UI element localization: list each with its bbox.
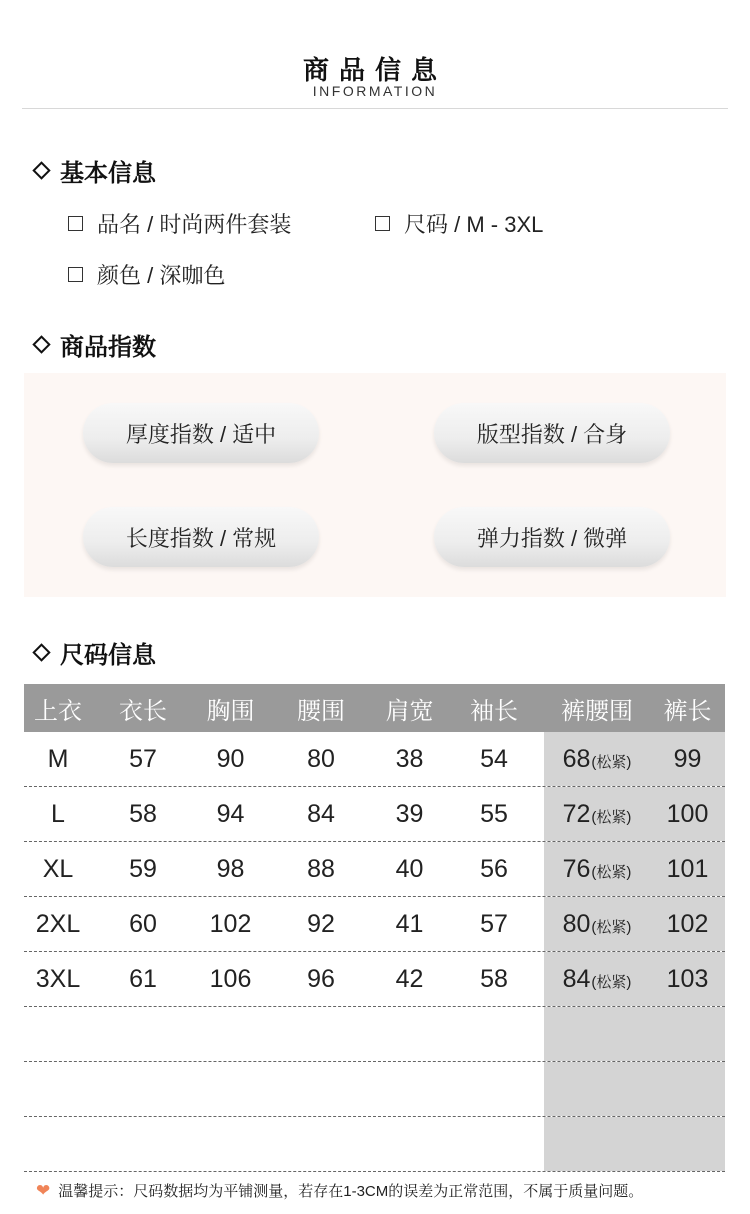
cell-chest: 94 — [216, 799, 245, 828]
cell-shoulder: 39 — [395, 799, 424, 828]
column-header: 袖长 — [470, 697, 518, 725]
cell-shoulder: 41 — [395, 909, 424, 938]
basic-info-heading — [33, 153, 156, 188]
cell-chest: 98 — [216, 854, 245, 883]
table-row-empty — [24, 1062, 725, 1117]
size-info-heading-label: 尺码信息 — [60, 642, 156, 669]
pants-waist-note: (松紧) — [591, 753, 632, 771]
pants-waist-value: 72 — [562, 799, 591, 828]
product-index-heading — [33, 327, 156, 362]
pants-waist-note: (松紧) — [591, 973, 632, 991]
cell-shoulder: 42 — [395, 964, 424, 993]
column-header: 腰围 — [297, 697, 345, 725]
cell-sleeve: 58 — [480, 964, 508, 993]
cell-pants-length: 101 — [650, 842, 725, 896]
cell-size: 2XL — [35, 909, 81, 938]
cell-length: 61 — [129, 964, 157, 993]
cell-waist: 92 — [307, 909, 335, 938]
footer-note — [36, 1180, 643, 1201]
cell-size: M — [47, 744, 69, 773]
cell-waist: 84 — [307, 799, 335, 828]
product-index-heading-label: 商品指数 — [60, 334, 156, 361]
cell-pants-waist — [544, 842, 650, 896]
stretch-index-pill: 弹力指数 / 微弹 — [434, 507, 670, 567]
cell-pants-length: 100 — [650, 787, 725, 841]
column-header: 肩宽 — [385, 697, 434, 725]
cell-length: 60 — [129, 909, 157, 938]
column-header: 胸围 — [206, 697, 255, 725]
table-row-empty — [24, 1117, 725, 1172]
cell-shoulder: 40 — [395, 854, 424, 883]
cell-sleeve: 57 — [480, 909, 508, 938]
info-item-size — [375, 208, 543, 239]
diamond-icon — [32, 643, 50, 661]
cell-length: 57 — [129, 744, 157, 773]
diamond-icon — [32, 161, 50, 179]
cell-sleeve: 54 — [480, 744, 508, 773]
info-item-color — [68, 259, 225, 290]
diamond-icon — [32, 335, 50, 353]
header-divider — [22, 108, 728, 109]
heart-icon: ❤ — [36, 1180, 51, 1200]
size-info-heading — [33, 635, 156, 670]
column-header: 裤长 — [663, 697, 712, 725]
size-table — [24, 684, 725, 1172]
table-row — [24, 732, 725, 787]
cell-waist: 96 — [307, 964, 335, 993]
basic-info-heading-label: 基本信息 — [60, 160, 156, 187]
product-index-panel — [24, 373, 726, 597]
table-row-empty — [24, 1007, 725, 1062]
table-row — [24, 842, 725, 897]
cell-pants-length: 102 — [650, 897, 725, 951]
thickness-index-pill: 厚度指数 / 适中 — [83, 403, 319, 463]
cell-waist: 80 — [307, 744, 335, 773]
cell-size: 3XL — [35, 964, 81, 993]
table-row — [24, 787, 725, 842]
cell-size: L — [51, 799, 65, 828]
table-header-row — [24, 684, 725, 732]
cell-size: XL — [42, 854, 74, 883]
length-index-pill: 长度指数 / 常规 — [83, 507, 319, 567]
cell-chest: 106 — [209, 964, 252, 993]
column-header: 上衣 — [34, 697, 82, 725]
column-header: 裤腰围 — [561, 697, 633, 725]
cell-waist: 88 — [307, 854, 335, 883]
pants-waist-value: 80 — [562, 909, 591, 938]
info-item-name — [68, 208, 291, 239]
pants-waist-value: 68 — [562, 744, 591, 773]
footer-note-text: 温馨提示：尺码数据均为平铺测量，若存在1-3CM的误差为正常范围，不属于质量问题。 — [58, 1183, 644, 1200]
fit-index-pill: 版型指数 / 合身 — [434, 403, 670, 463]
checkbox-icon — [375, 216, 390, 231]
cell-sleeve: 56 — [480, 854, 508, 883]
pants-waist-value: 84 — [562, 964, 591, 993]
table-row — [24, 952, 725, 1007]
cell-sleeve: 55 — [480, 799, 508, 828]
cell-pants-waist — [544, 897, 650, 951]
cell-pants-waist — [544, 952, 650, 1006]
cell-pants-waist — [544, 732, 650, 786]
cell-pants-length: 103 — [650, 952, 725, 1006]
cell-length: 59 — [129, 854, 157, 883]
table-row — [24, 897, 725, 952]
pants-waist-note: (松紧) — [591, 918, 632, 936]
info-item-label: 尺码 / M - 3XL — [404, 212, 544, 237]
page-title: 商品信息 — [302, 55, 447, 85]
cell-chest: 90 — [216, 744, 245, 773]
cell-pants-length: 99 — [650, 732, 725, 786]
page-subtitle: INFORMATION — [312, 83, 438, 99]
checkbox-icon — [68, 267, 83, 282]
pants-waist-note: (松紧) — [591, 863, 632, 881]
cell-shoulder: 38 — [395, 744, 424, 773]
cell-length: 58 — [129, 799, 157, 828]
column-header: 衣长 — [119, 697, 167, 725]
info-item-label: 颜色 / 深咖色 — [97, 263, 226, 288]
pants-waist-note: (松紧) — [591, 808, 632, 826]
pants-waist-value: 76 — [562, 854, 591, 883]
checkbox-icon — [68, 216, 83, 231]
cell-pants-waist — [544, 787, 650, 841]
info-item-label: 品名 / 时尚两件套装 — [97, 212, 292, 237]
cell-chest: 102 — [209, 909, 252, 938]
